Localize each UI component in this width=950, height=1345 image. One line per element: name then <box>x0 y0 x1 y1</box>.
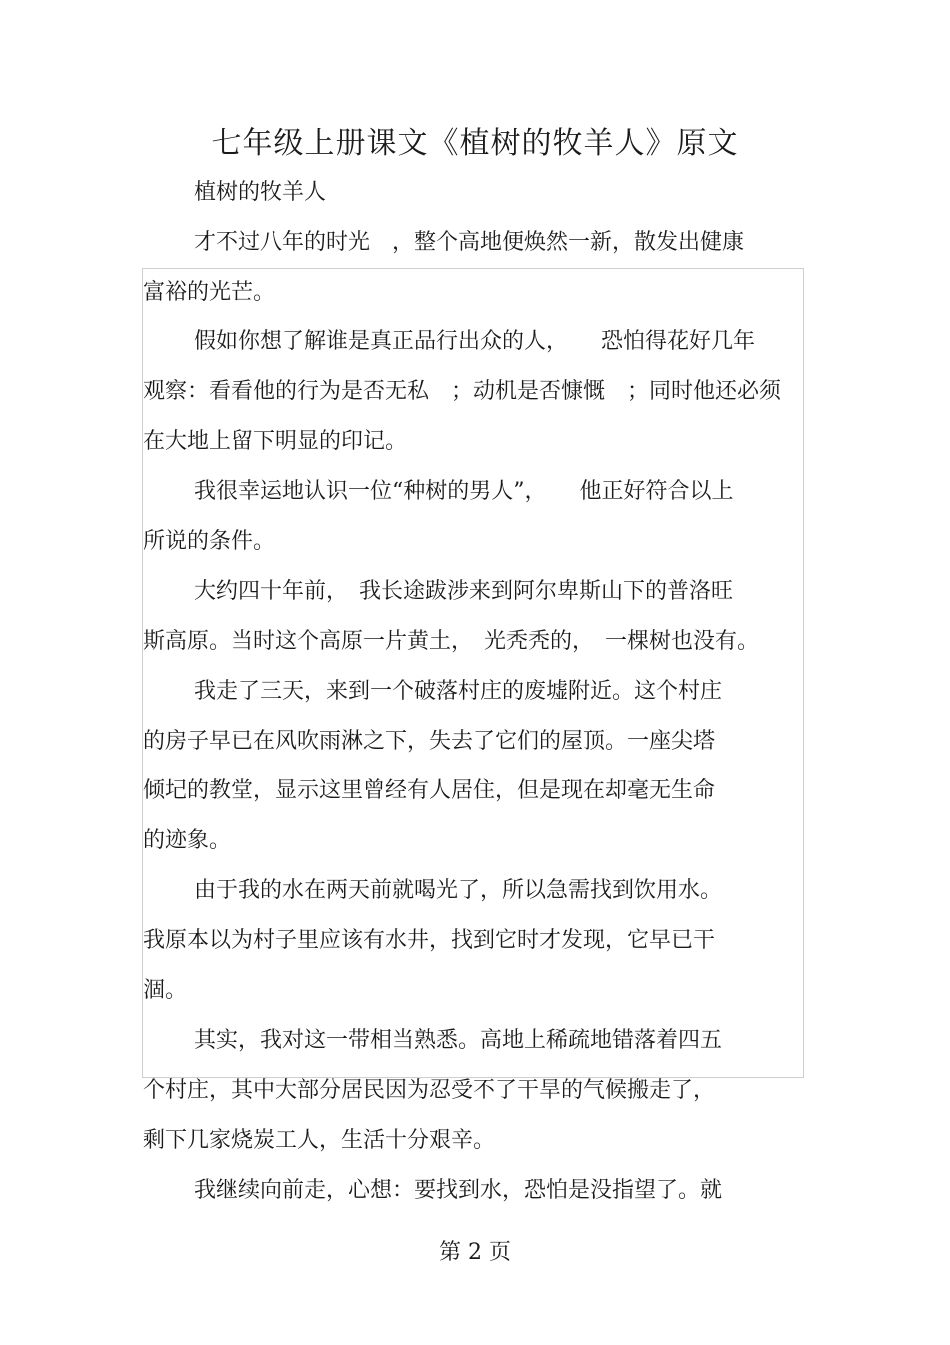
body-line: 假如你想了解谁是真正品行出众的人， 恐怕得花好几年 <box>194 329 756 354</box>
body-line: 在大地上留下明显的印记。 <box>143 429 408 454</box>
body-line: 大约四十年前， 我长途跋涉来到阿尔卑斯山下的普洛旺 <box>194 579 734 604</box>
body-line: 其实，我对这一带相当熟悉。高地上稀疏地错落着四五 <box>194 1028 723 1053</box>
body-line: 我很幸运地认识一位“种树的男人”， 他正好符合以上 <box>194 479 734 504</box>
body-line: 观察：看看他的行为是否无私 ；动机是否慷慨 ；同时他还必须 <box>143 379 782 404</box>
body-line: 富裕的光芒。 <box>143 280 276 305</box>
page-number: 第 2 页 <box>439 1240 511 1265</box>
body-line: 才不过八年的时光 ，整个高地便焕然一新，散发出健康 <box>194 230 745 255</box>
document-title: 七年级上册课文《植树的牧羊人》原文 <box>211 126 739 161</box>
body-line: 的房子早已在风吹雨淋之下，失去了它们的屋顶。一座尖塔 <box>143 729 716 754</box>
body-line: 涸。 <box>143 978 188 1003</box>
subtitle-line: 植树的牧羊人 <box>194 180 327 205</box>
body-line: 个村庄，其中大部分居民因为忍受不了干旱的气候搬走了， <box>143 1078 716 1103</box>
body-line: 我原本以为村子里应该有水井，找到它时才发现，它早已干 <box>143 928 716 953</box>
body-line: 剩下几家烧炭工人，生活十分艰辛。 <box>143 1128 496 1153</box>
body-line: 的迹象。 <box>143 828 232 853</box>
body-line: 斯高原。当时这个高原一片黄土， 光秃秃的， 一棵树也没有。 <box>143 629 760 654</box>
body-line: 我继续向前走，心想：要找到水，恐怕是没指望了。就 <box>194 1178 723 1203</box>
body-line: 倾圮的教堂，显示这里曾经有人居住，但是现在却毫无生命 <box>143 778 716 803</box>
body-line: 我走了三天，来到一个破落村庄的废墟附近。这个村庄 <box>194 679 723 704</box>
body-line: 由于我的水在两天前就喝光了，所以急需找到饮用水。 <box>194 878 723 903</box>
body-line: 所说的条件。 <box>143 529 276 554</box>
